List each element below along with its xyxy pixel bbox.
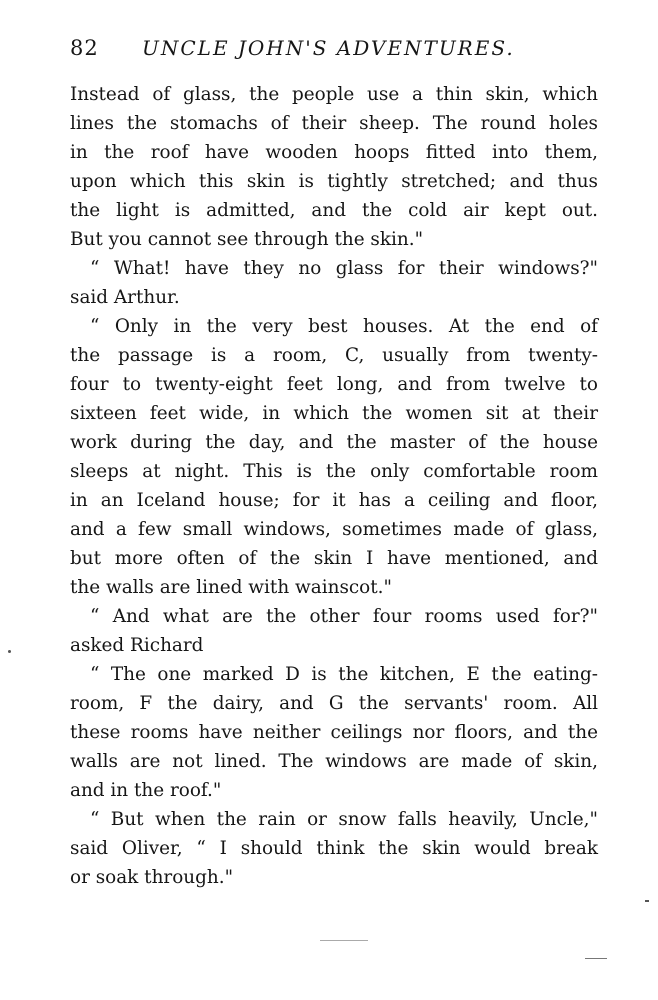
text-line: four to twenty-eight feet long, and from twelve to (70, 374, 598, 395)
text-line: or soak through." (70, 867, 234, 888)
text-line: and a few small windows, sometimes made of glass, (70, 519, 598, 540)
text-line: “ And what are the other four rooms used for?" (90, 606, 598, 627)
text-line: and in the roof." (70, 780, 222, 801)
text-line: upon which this skin is tightly stretched; and thus (70, 171, 598, 192)
text-line: but more often of the skin I have mentioned, and (70, 548, 598, 569)
text-line: “ What! have they no glass for their windows?" (90, 258, 598, 279)
text-line: room, F the dairy, and G the servants' room. All (70, 693, 598, 714)
text-line: But you cannot see through the skin." (70, 229, 424, 250)
text-line: said Arthur. (70, 287, 180, 308)
text-line: sixteen feet wide, in which the women sit at their (70, 403, 598, 424)
text-line: said Oliver, “ I should think the skin would break (70, 838, 598, 859)
text-line: “ The one marked D is the kitchen, E the eating- (90, 664, 598, 685)
text-line: the walls are lined with wainscot." (70, 577, 392, 598)
page-header (70, 36, 598, 66)
text-line: in an Iceland house; for it has a ceiling and floor, (70, 490, 598, 511)
text-line: asked Richard (70, 635, 204, 656)
text-line: the passage is a room, C, usually from twenty- (70, 345, 598, 366)
text-line: “ But when the rain or snow falls heavily, Uncle," (90, 809, 598, 830)
body-text (70, 80, 598, 892)
text-line: Instead of glass, the people use a thin skin, which (70, 84, 598, 105)
page-number: 82 (70, 36, 99, 60)
ink-speck (645, 900, 649, 902)
running-title: UNCLE JOHN'S ADVENTURES. (142, 36, 515, 60)
ink-speck (320, 940, 368, 941)
text-line: walls are not lined. The windows are made of skin, (70, 751, 598, 772)
ink-speck (8, 650, 11, 653)
text-line: the light is admitted, and the cold air kept out. (70, 200, 598, 221)
text-line: lines the stomachs of their sheep. The round holes (70, 113, 598, 134)
text-line: in the roof have wooden hoops fitted into them, (70, 142, 598, 163)
text-line: “ Only in the very best houses. At the end of (90, 316, 598, 337)
text-line: sleeps at night. This is the only comfortable room (70, 461, 598, 482)
text-line: work during the day, and the master of the house (70, 432, 598, 453)
text-line: these rooms have neither ceilings nor floors, and the (70, 722, 598, 743)
ink-speck (585, 958, 607, 959)
